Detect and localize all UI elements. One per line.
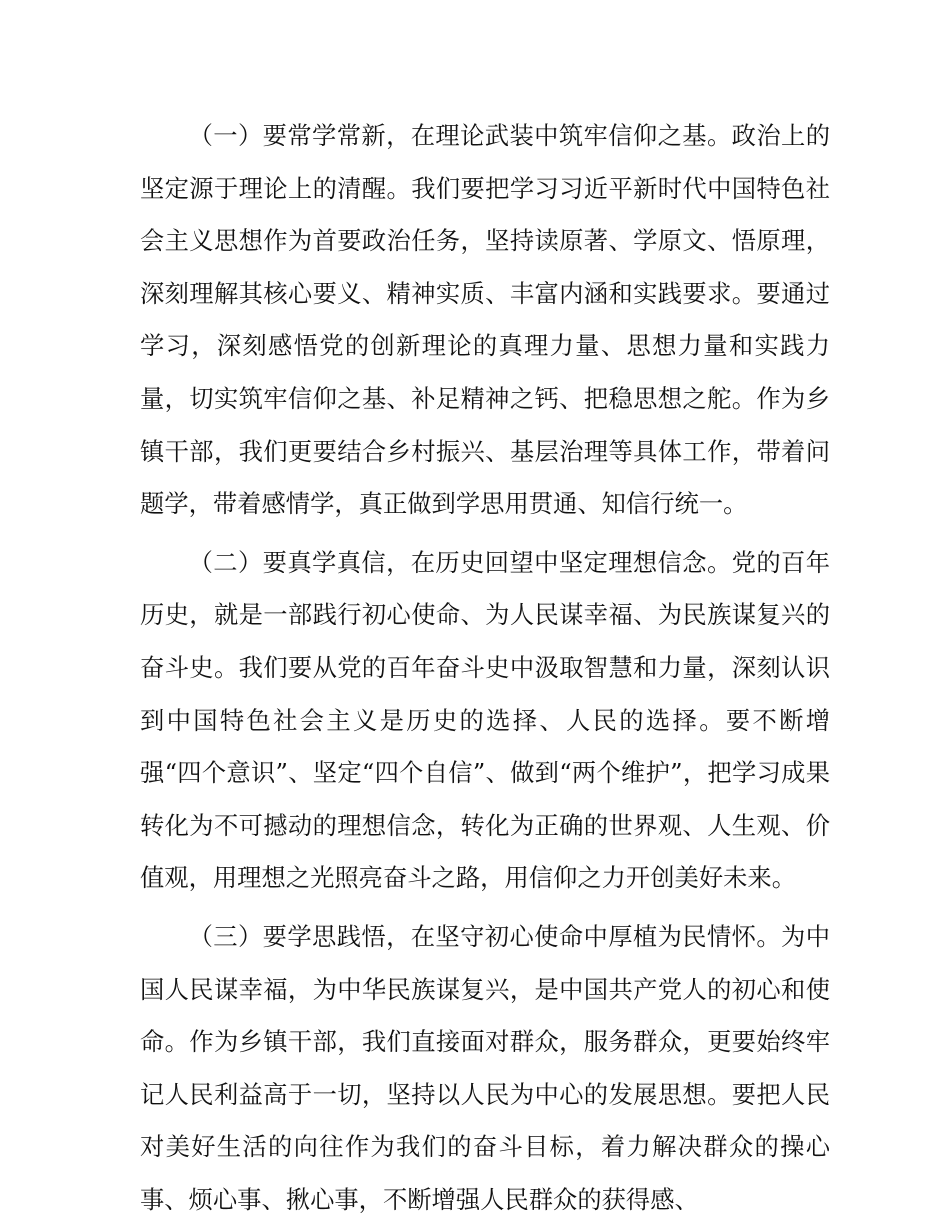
paragraph-1: （一）要常学常新，在理论武装中筑牢信仰之基。政治上的坚定源于理论上的清醒。我们要把学习习近平新时代中国特色社会主义思想作为首要政治任务，坚持读原著、学原文、悟原理，深刻理解其核心要义、精神实质、丰富内涵和实践要求。要通过学习，深刻感悟党的创新理论的真理力量、思想力量和实践力量，切实筑牢信仰之基、补足精神之钙、把稳思想之舵。作为乡镇干部，我们更要结合乡村振兴、基层治理等具体工作，带着问题学，带着感情学，真正做到学思用贯通、知信行统一。 (140, 121, 830, 519)
paragraph-2: （二）要真学真信，在历史回望中坚定理想信念。党的百年历史，就是一部践行初心使命、为人民谋幸福、为民族谋复兴的奋斗史。我们要从党的百年奋斗史中汲取智慧和力量，深刻认识到中国特色社会主义是历史的选择、人民的选择。要不断增强“四个意识”、坚定“四个自信”、做到“两个维护”，把学习成果转化为不可撼动的理想信念，转化为正确的世界观、人生观、价值观，用理想之光照亮奋斗之路，用信仰之力开创美好未来。 (140, 547, 830, 893)
paragraph-3: （三）要学思践悟，在坚守初心使命中厚植为民情怀。为中国人民谋幸福，为中华民族谋复兴，是中国共产党人的初心和使命。作为乡镇干部，我们直接面对群众，服务群众，更要始终牢记人民利益高于一切，坚持以人民为中心的发展思想。要把人民对美好生活的向往作为我们的奋斗目标，着力解决群众的操心事、烦心事、揪心事，不断增强人民群众的获得感、 (140, 921, 830, 1214)
document-body (140, 110, 830, 1226)
